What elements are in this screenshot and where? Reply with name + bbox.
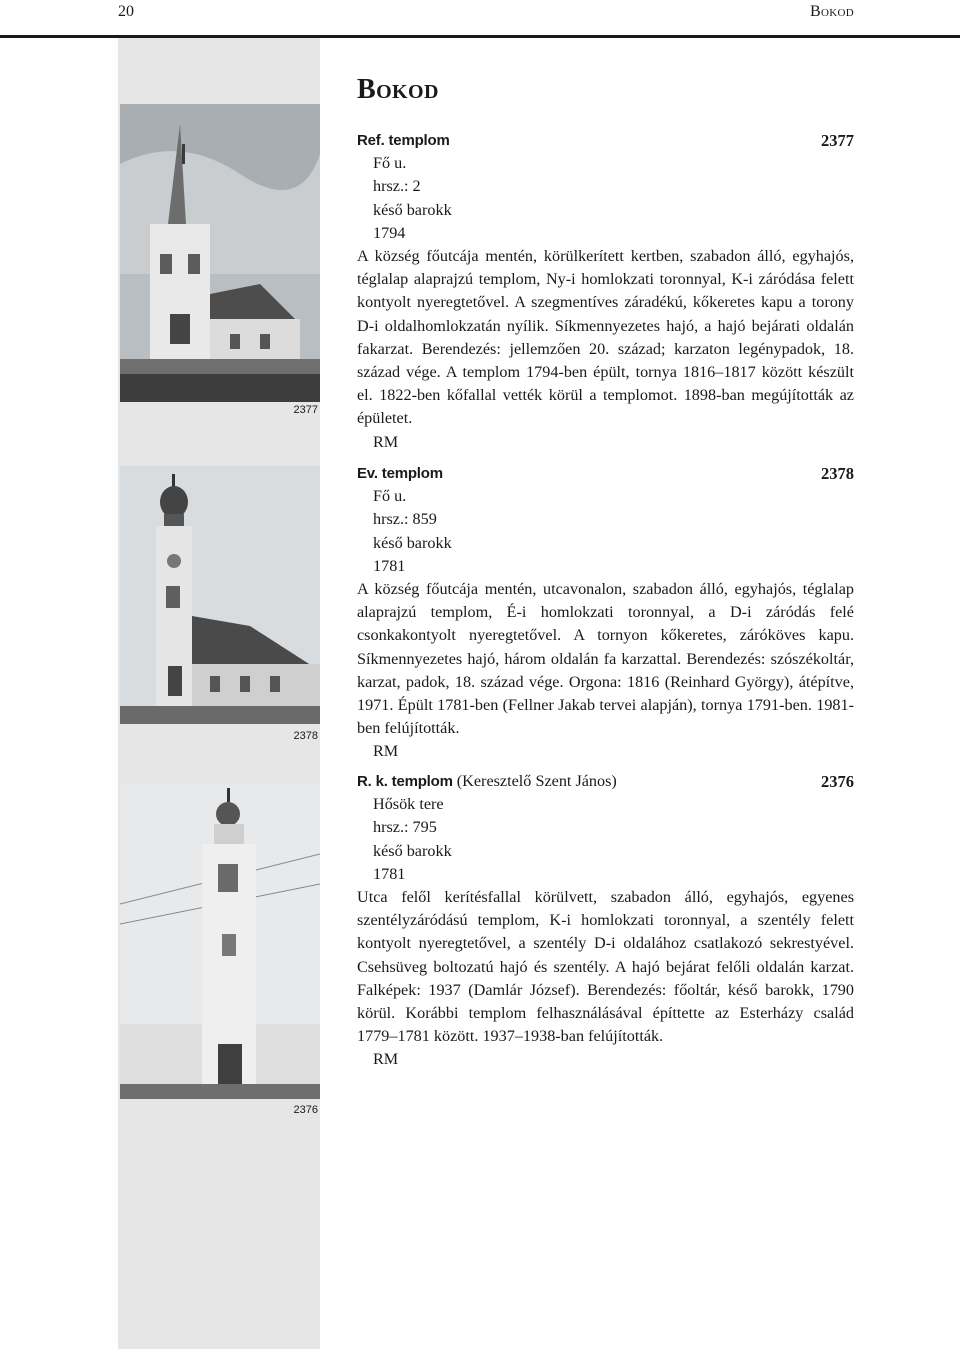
entry-name: Ev. templom xyxy=(357,465,443,482)
entry-ev-templom xyxy=(357,462,854,764)
photo-caption: 2378 xyxy=(293,730,318,742)
page-title: Bokod xyxy=(357,74,439,105)
entry-year: 1781 xyxy=(373,556,406,575)
photo-ev-church xyxy=(120,466,320,724)
entry-id: 2376 xyxy=(821,772,854,791)
entry-name-extra: (Keresztelő Szent János) xyxy=(452,772,617,790)
entry-year: 1781 xyxy=(373,864,406,883)
entry-name: R. k. templom xyxy=(357,773,453,790)
church-photo-3 xyxy=(120,784,320,1099)
entry-address: Fő u. xyxy=(373,154,407,173)
page-number: 20 xyxy=(118,3,134,20)
entry-ref-templom xyxy=(357,129,854,454)
entry-description: Utca felől kerítésfallal körülvett, szabadon álló, egyhajós, egyenes szentélyzáródású templom, K-i homlokzati toronnyal, a szentély felett kontyolt nyeregtetővel, a szentély D-i oldalához csatlakozó sekrestyével. Csehsüveg boltozatú hajó és szentély. A hajó bejárat felőli oldalán karzat. Falképek: 1937 (Damlár József). Berendezés: főoltár, késő barokk, 1790 körül. Korábbi templom felhasználásával építtette az Esterházy család 1779–1781 között. 1937–1938-ban felújították. xyxy=(357,888,854,1046)
photo-caption: 2377 xyxy=(293,404,318,416)
entry-style: késő barokk xyxy=(373,841,452,860)
running-title: Bokod xyxy=(810,3,854,20)
entry-name: Ref. templom xyxy=(357,132,450,149)
entry-rk-templom xyxy=(357,770,854,1072)
entry-style: késő barokk xyxy=(373,200,452,219)
church-photo-1 xyxy=(120,104,320,402)
entry-signature: RM xyxy=(373,432,399,451)
entry-id: 2378 xyxy=(821,464,854,483)
entry-year: 1794 xyxy=(373,223,406,242)
entry-hrsz: hrsz.: 795 xyxy=(373,818,437,837)
entry-signature: RM xyxy=(373,742,399,761)
photo-ref-church xyxy=(120,104,320,402)
entry-heading xyxy=(357,462,854,485)
entry-heading xyxy=(357,129,854,152)
entry-hrsz: hrsz.: 2 xyxy=(373,177,421,196)
entry-hrsz: hrsz.: 859 xyxy=(373,510,437,529)
photo-caption: 2376 xyxy=(293,1104,318,1116)
entry-signature: RM xyxy=(373,1050,399,1069)
page-header xyxy=(0,0,960,40)
entry-description: A község főutcája mentén, körülkerített kertben, szabadon álló, egyhajós, téglalap alaprajzú templom, Ny-i homlokzati toronnyal, K-i záródása felett kontyolt nyeregtetővel. A szegmentíves záradékú, kőkeretes kapu a torony D-i oldalhomlokzatán nyílik. Síkmennyezetes hajó, a hajó bejárati oldalán fakarzat. Berendezés: jellemzően 20. század; karzaton legénypadok, 18. század vége. A templom 1794-ben épült, tornya 1816–1817 között készült el. 1822-ben kőfallal vették körül a templomot. 1898-ban megújították az épületet. xyxy=(357,247,854,428)
entry-address: Hősök tere xyxy=(373,795,444,814)
photo-rk-church xyxy=(120,784,320,1099)
entry-address: Fő u. xyxy=(373,487,407,506)
entry-style: késő barokk xyxy=(373,533,452,552)
entry-description: A község főutcája mentén, utcavonalon, szabadon álló, egyhajós, téglalap alaprajzú templom, É-i homlokzati toronnyal, a D-i záródás felé csonkakontyolt nyeregtetővel. A tornyon kőkeretes, záróköves kapu. Síkmennyezetes hajó, három oldalán fa karzattal. Berendezés: szószékoltár, karzat, padok, 18. század vége. Orgona: 1816 (Reinhard György), átépítve, 1971. Épült 1781-ben (Fellner Jakab tervei alapján), tornya 1791-ben. 1981-ben felújították. xyxy=(357,580,854,738)
entry-heading xyxy=(357,770,854,793)
church-photo-2 xyxy=(120,466,320,724)
entry-id: 2377 xyxy=(821,131,854,150)
